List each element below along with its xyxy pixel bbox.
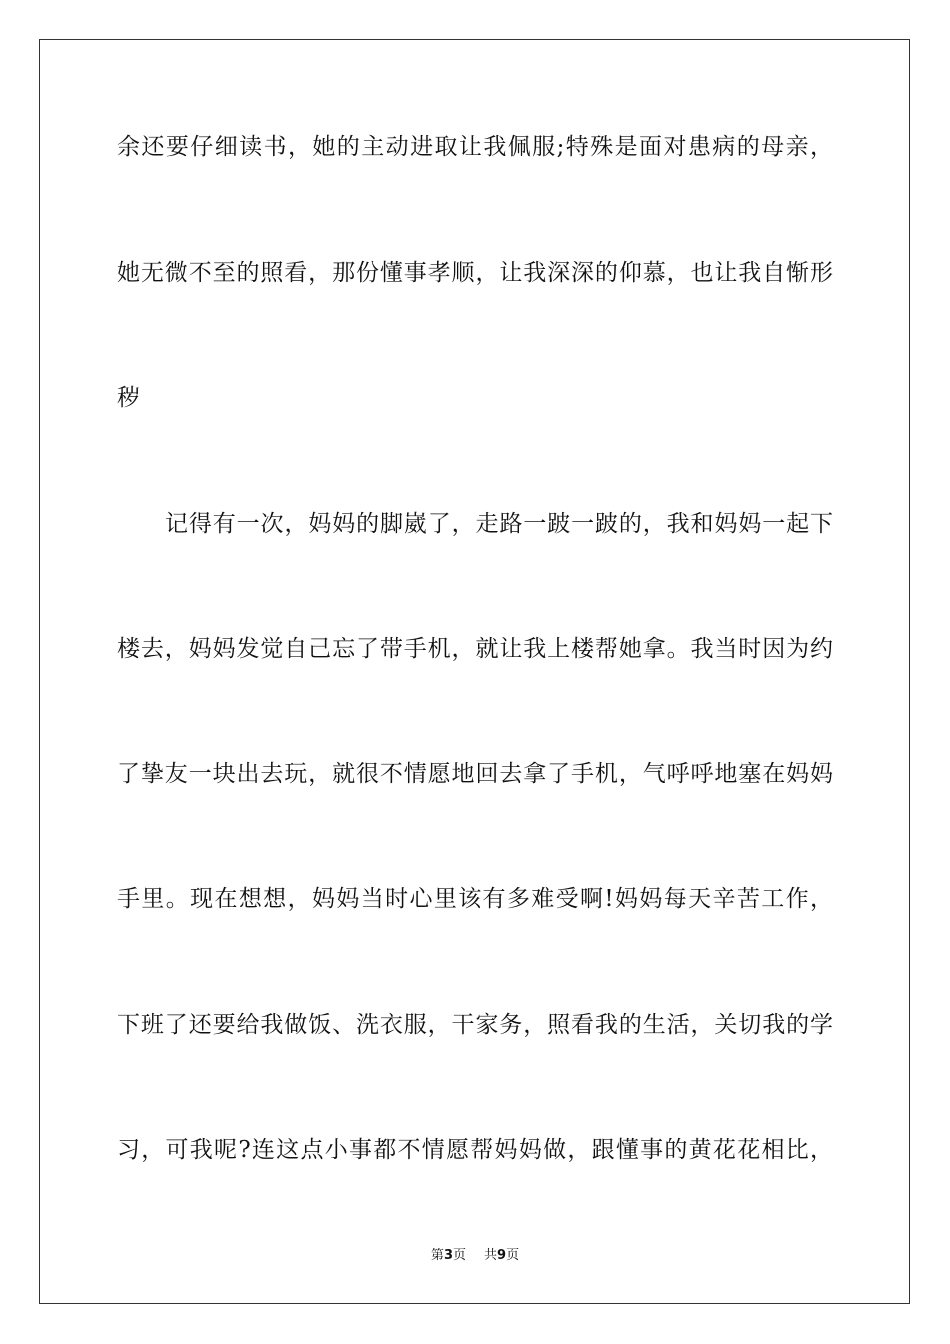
body-line-5: 楼去，妈妈发觉自己忘了带手机，就让我上楼帮她拿。我当时因为约 [117, 636, 833, 662]
body-line-6: 了挚友一块出去玩，就很不情愿地回去拿了手机，气呼呼地塞在妈妈 [117, 761, 833, 787]
page-suffix: 页 [452, 1248, 466, 1263]
page-prefix: 第 [430, 1248, 444, 1263]
body-line-4: 记得有一次，妈妈的脚崴了，走路一跛一跛的，我和妈妈一起下 [165, 511, 833, 537]
body-line-1: 余还要仔细读书，她的主动进取让我佩服;特殊是面对患病的母亲， [117, 134, 833, 160]
total-suffix: 页 [506, 1248, 520, 1263]
body-line-3: 秽 [117, 385, 140, 411]
body-line-8: 下班了还要给我做饭、洗衣服，干家务，照看我的生活，关切我的学 [117, 1012, 833, 1038]
body-line-9: 习，可我呢?连这点小事都不情愿帮妈妈做，跟懂事的黄花花相比， [117, 1137, 833, 1163]
total-prefix: 共 [484, 1248, 498, 1263]
body-line-7: 手里。现在想想，妈妈当时心里该有多难受啊!妈妈每天辛苦工作， [117, 886, 833, 912]
page-current: 3 [443, 1248, 453, 1263]
page-total: 9 [497, 1248, 507, 1263]
body-line-2: 她无微不至的照看，那份懂事孝顺，让我深深的仰慕，也让我自惭形 [117, 260, 833, 286]
page-footer [0, 1247, 950, 1265]
page-frame [39, 39, 910, 1304]
